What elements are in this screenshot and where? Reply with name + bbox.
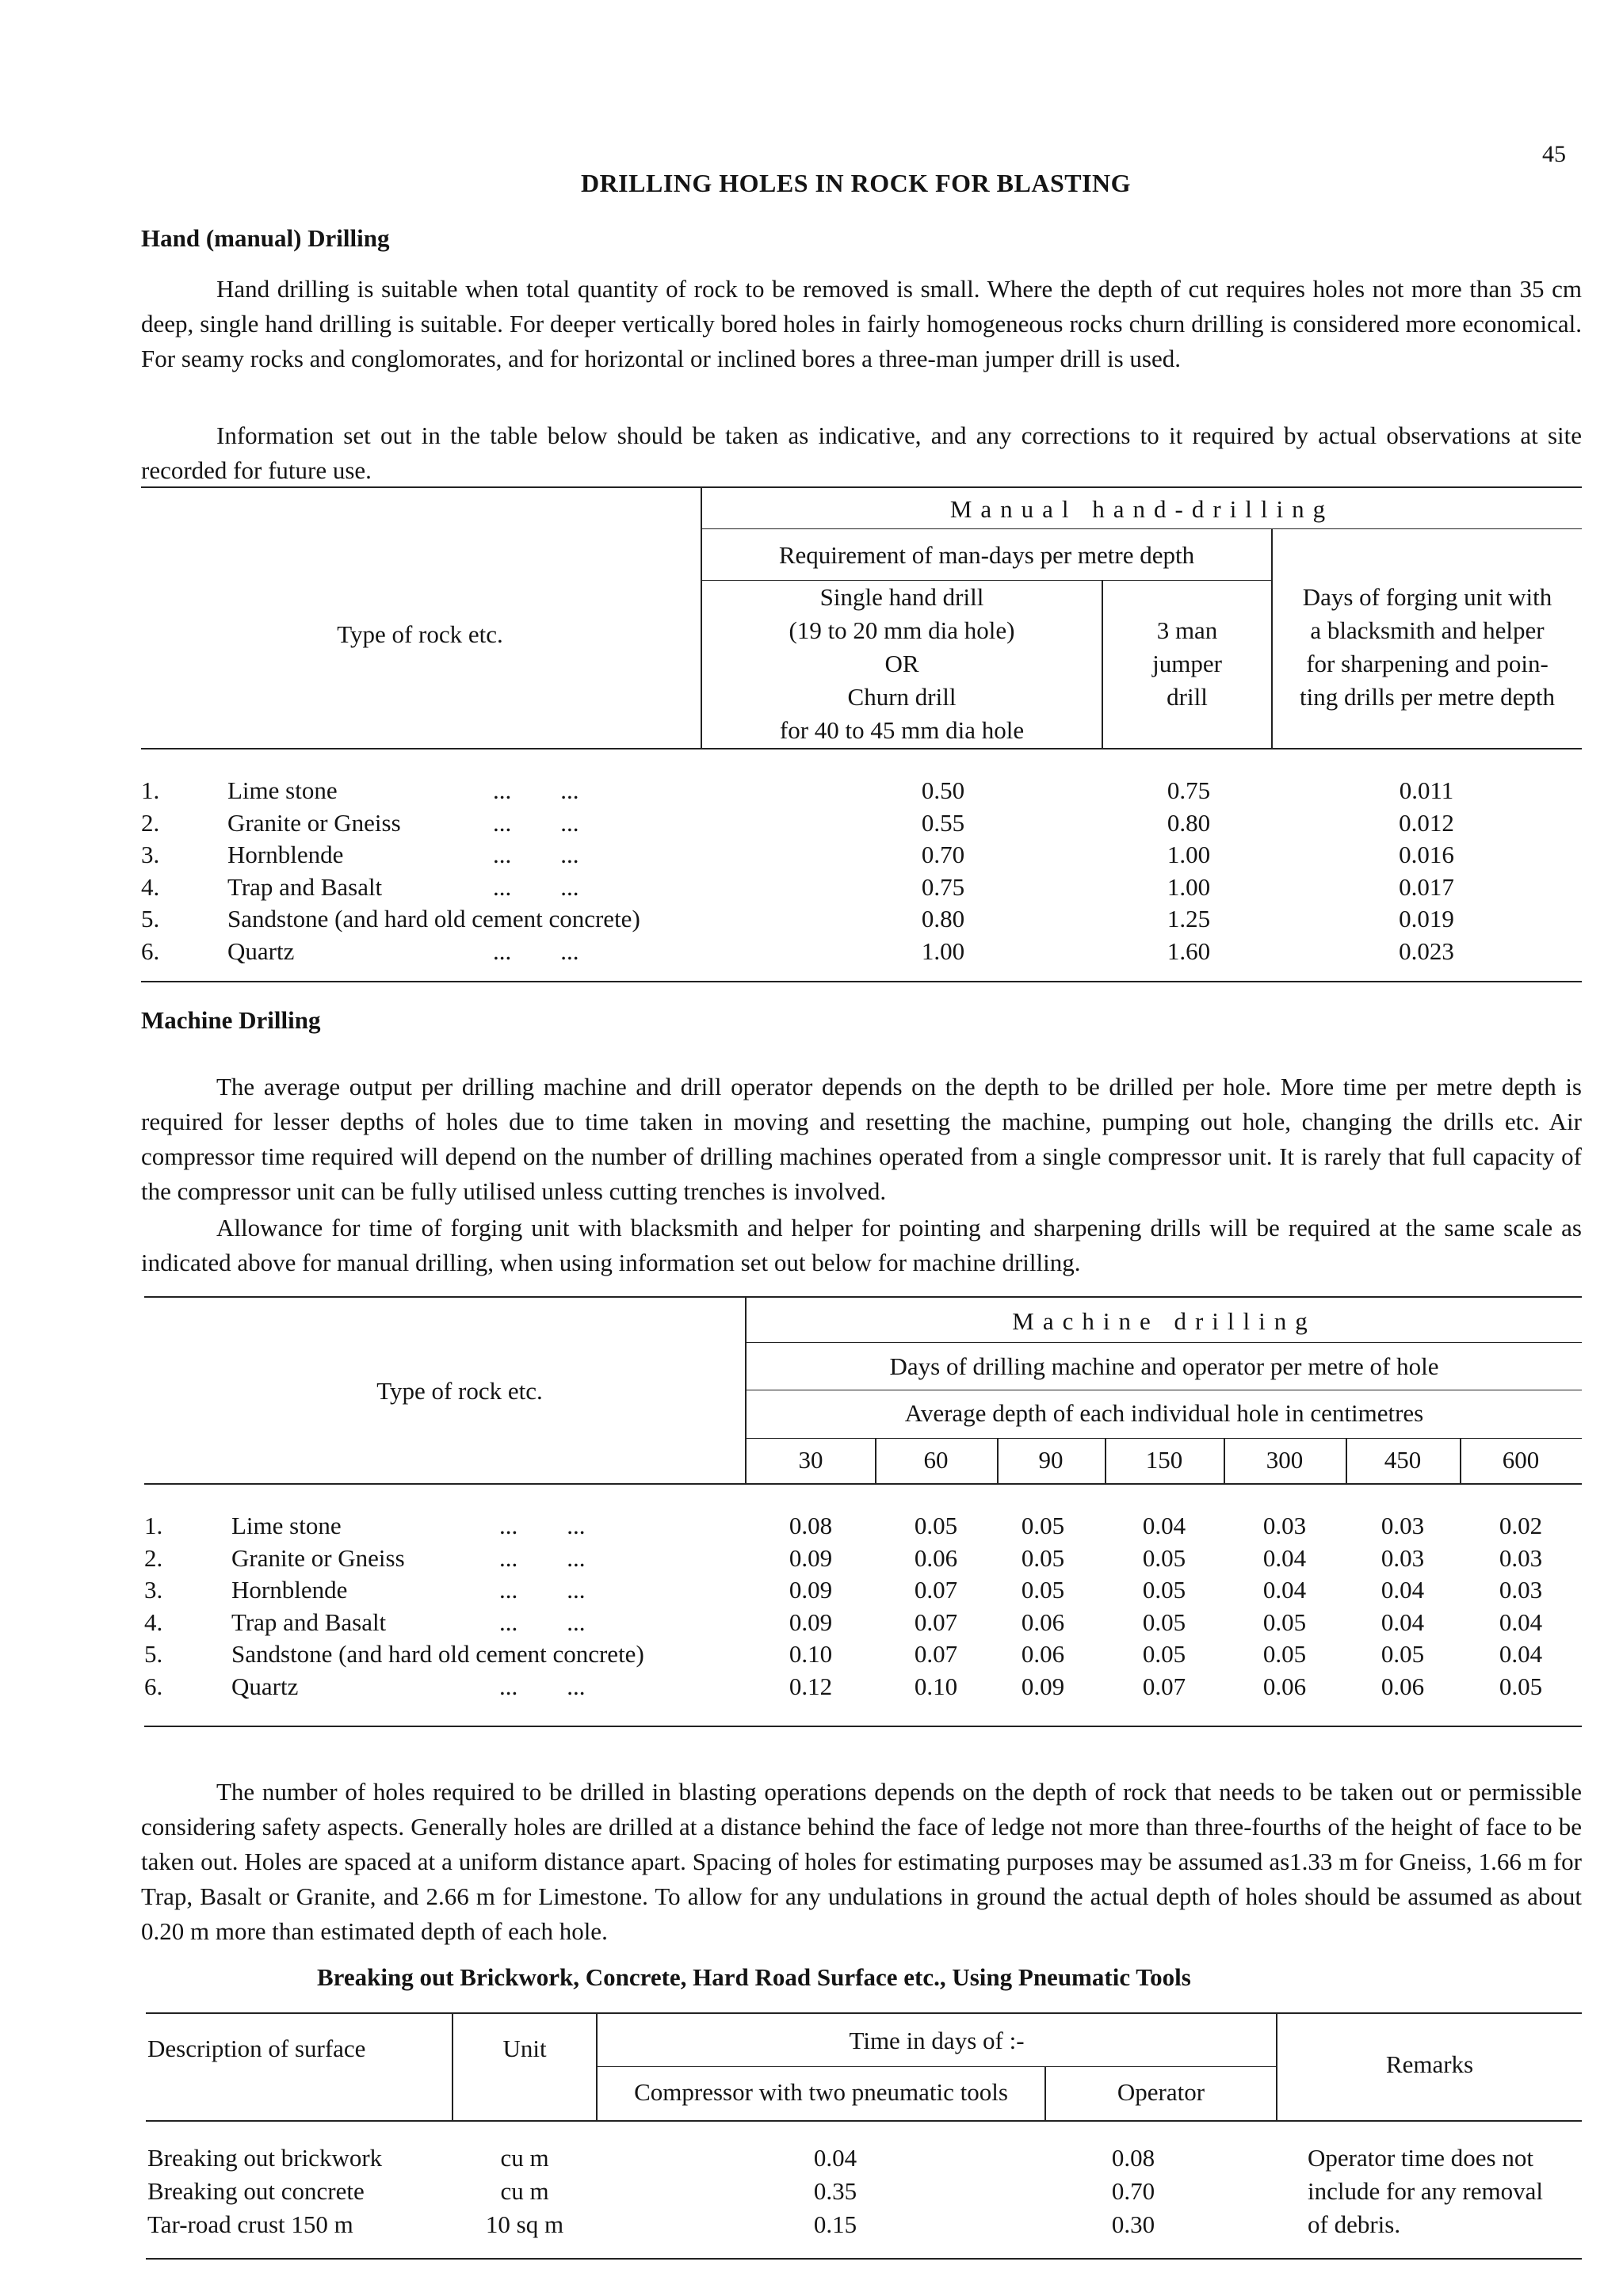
jumper-drill-value: 1.60 bbox=[1167, 936, 1211, 965]
single-hand-drill-value: 0.80 bbox=[921, 905, 965, 933]
depth-value: 0.06 bbox=[914, 1543, 958, 1572]
rock-type-header: Type of rock etc. bbox=[337, 620, 503, 648]
surface-description: Tar-road crust 150 m bbox=[147, 2210, 353, 2238]
table-rule bbox=[875, 1438, 876, 1483]
table-rule bbox=[146, 2258, 1582, 2260]
depth-value: 0.05 bbox=[1499, 1672, 1543, 1700]
leader-dots: ... ... bbox=[493, 841, 579, 868]
depth-value: 0.04 bbox=[1262, 1576, 1307, 1604]
depth-value: 0.04 bbox=[1499, 1640, 1543, 1668]
depth-column-header: 450 bbox=[1384, 1446, 1422, 1474]
table-row bbox=[0, 2142, 1623, 2174]
description-header: Description of surface bbox=[147, 2035, 366, 2062]
forging-unit-value: 0.016 bbox=[1399, 841, 1454, 868]
table-row bbox=[0, 1671, 1623, 1703]
table-rule bbox=[997, 1438, 999, 1483]
table-rule bbox=[1224, 1438, 1225, 1483]
single-hand-drill-value: 0.75 bbox=[921, 872, 965, 901]
hand-drilling-heading: Hand (manual) Drilling bbox=[141, 224, 390, 252]
depth-value: 0.03 bbox=[1499, 1576, 1543, 1604]
rock-type: Lime stone bbox=[231, 1512, 342, 1539]
depth-value: 0.05 bbox=[1142, 1543, 1186, 1572]
leader-dots: ... ... bbox=[499, 1672, 586, 1700]
depth-value: 0.10 bbox=[789, 1640, 833, 1668]
page-title: DRILLING HOLES IN ROCK FOR BLASTING bbox=[580, 169, 1132, 197]
depth-value: 0.08 bbox=[789, 1512, 833, 1539]
forging-unit-value: 0.011 bbox=[1399, 776, 1454, 804]
single-hand-drill-header: Single hand drill (19 to 20 mm dia hole) OR Churn drill for 40 to 45 mm dia hole bbox=[779, 583, 1025, 744]
table-row bbox=[0, 936, 1623, 967]
operator-value: 0.08 bbox=[1111, 2144, 1155, 2172]
rock-type: Hornblende bbox=[231, 1576, 348, 1604]
depth-column-header: 60 bbox=[923, 1446, 949, 1474]
forging-unit-value: 0.012 bbox=[1399, 808, 1454, 837]
single-hand-drill-value: 0.70 bbox=[921, 841, 965, 868]
remarks-text: of debris. bbox=[1308, 2210, 1401, 2238]
depth-value: 0.04 bbox=[1499, 1608, 1543, 1636]
operator-value: 0.30 bbox=[1111, 2210, 1155, 2238]
unit-value: cu m bbox=[500, 2144, 549, 2172]
table-rule bbox=[144, 1483, 1582, 1485]
row-number: 1. bbox=[141, 776, 160, 804]
row-number: 6. bbox=[141, 936, 160, 965]
unit-value: cu m bbox=[500, 2177, 549, 2205]
depth-value: 0.05 bbox=[1142, 1640, 1186, 1668]
compressor-value: 0.35 bbox=[813, 2177, 857, 2205]
leader-dots: ... ... bbox=[499, 1576, 586, 1604]
table-rule bbox=[146, 2120, 1582, 2122]
depth-value: 0.05 bbox=[1021, 1576, 1065, 1604]
rock-type: Quartz bbox=[227, 936, 295, 965]
row-number: 2. bbox=[141, 808, 160, 837]
depth-value: 0.05 bbox=[1142, 1608, 1186, 1636]
depth-value: 0.09 bbox=[789, 1608, 833, 1636]
table-rule bbox=[1460, 1438, 1461, 1483]
leader-dots: ... ... bbox=[493, 808, 579, 837]
rock-type: Lime stone bbox=[227, 776, 338, 804]
single-hand-drill-value: 0.50 bbox=[921, 776, 965, 804]
leader-dots: ... ... bbox=[493, 936, 579, 965]
machine-drilling-heading: Machine Drilling bbox=[141, 1006, 321, 1034]
table-row bbox=[0, 839, 1623, 871]
row-number: 6. bbox=[144, 1672, 163, 1700]
unit-value: 10 sq m bbox=[485, 2210, 564, 2238]
remarks-header: Remarks bbox=[1385, 2050, 1474, 2078]
depth-value: 0.04 bbox=[1381, 1608, 1425, 1636]
table-rule bbox=[144, 1296, 1582, 1298]
table-rule bbox=[596, 2066, 1276, 2067]
rock-type: Hornblende bbox=[227, 841, 344, 868]
table-row bbox=[0, 903, 1623, 935]
manual-drilling-group-header: Manual hand-drilling bbox=[949, 495, 1335, 523]
depth-value: 0.07 bbox=[914, 1640, 958, 1668]
depth-value: 0.06 bbox=[1262, 1672, 1307, 1700]
page-number: 45 bbox=[1542, 141, 1566, 167]
compressor-value: 0.15 bbox=[813, 2210, 857, 2238]
depth-value: 0.05 bbox=[1021, 1543, 1065, 1572]
table-rule bbox=[141, 486, 1582, 488]
table-row bbox=[0, 2176, 1623, 2207]
depth-value: 0.10 bbox=[914, 1672, 958, 1700]
depth-column-header: 300 bbox=[1266, 1446, 1304, 1474]
jumper-drill-header: 3 man jumper drill bbox=[1152, 616, 1222, 711]
table-row bbox=[0, 807, 1623, 839]
table-row bbox=[0, 1607, 1623, 1638]
depth-value: 0.05 bbox=[1262, 1608, 1307, 1636]
table-row bbox=[0, 1510, 1623, 1542]
depth-value: 0.04 bbox=[1262, 1543, 1307, 1572]
depth-value: 0.03 bbox=[1381, 1512, 1425, 1539]
compressor-value: 0.04 bbox=[813, 2144, 857, 2172]
table-row bbox=[0, 1543, 1623, 1574]
depth-value: 0.12 bbox=[789, 1672, 833, 1700]
jumper-drill-value: 0.75 bbox=[1167, 776, 1211, 804]
holes-spacing-paragraph: The number of holes required to be drilled in blasting operations depends on the depth of rock that needs to be taken out or permissible considering safety aspects. Generally holes are drilled at a distance behind the face of ledge not more than three-fourths of the height of face to be taken out. Holes are spaced at a uniform distance apart. Spacing of holes for estimating purposes may be assumed as1.33 m for Gneiss, 1.66 m for Trap, Basalt or Granite, and 2.66 m for Limestone. To allow for any undulations in ground the actual depth of holes should be assumed as about 0.20 m more than estimated depth of each hole. bbox=[141, 1778, 1582, 1945]
single-hand-drill-value: 1.00 bbox=[921, 936, 965, 965]
depth-column-header: 150 bbox=[1145, 1446, 1183, 1474]
surface-description: Breaking out concrete bbox=[147, 2177, 365, 2205]
man-days-subheader: Requirement of man-days per metre depth bbox=[778, 541, 1195, 569]
jumper-drill-value: 1.25 bbox=[1167, 905, 1211, 933]
forging-unit-value: 0.019 bbox=[1399, 905, 1454, 933]
forging-unit-header: Days of forging unit with a blacksmith and helper for sharpening and poin- ting drills per metre depth bbox=[1300, 583, 1555, 711]
depth-column-header: 90 bbox=[1038, 1446, 1064, 1474]
table-rule bbox=[452, 2012, 453, 2120]
depth-value: 0.06 bbox=[1021, 1640, 1065, 1668]
depth-value: 0.04 bbox=[1142, 1512, 1186, 1539]
table-rule bbox=[745, 1342, 1582, 1343]
machine-drilling-paragraph-1: The average output per drilling machine and drill operator depends on the depth to be drilled per hole. More time per metre depth is required for lesser depths of holes due to time taken in moving and resetting the machine, pumping out hole, changing the drills etc. Air compressor time required will depend on the number of drilling machines operated from a single compressor unit. It is rarely that full capacity of the compressor unit can be fully utilised unless cutting trenches is involved. bbox=[141, 1073, 1582, 1205]
hand-drilling-paragraph-1: Hand drilling is suitable when total quantity of rock to be removed is small. Where the depth of cut requires holes not more than 35 cm deep, single hand drilling is suitable. For deeper vertically bored holes in fairly homogeneous rocks churn drilling is considered more economical. For seamy rocks and conglomorates, and for horizontal or inclined bores a three-man jumper drill is used. bbox=[141, 275, 1582, 372]
table-row bbox=[0, 1638, 1623, 1670]
rock-type: Trap and Basalt bbox=[231, 1608, 387, 1636]
leader-dots: ... ... bbox=[499, 1608, 586, 1636]
depth-value: 0.05 bbox=[1021, 1512, 1065, 1539]
depth-value: 0.05 bbox=[1381, 1640, 1425, 1668]
machine-drilling-group-header: Machine drilling bbox=[1012, 1307, 1316, 1335]
operator-value: 0.70 bbox=[1111, 2177, 1155, 2205]
rock-type: Quartz bbox=[231, 1672, 299, 1700]
depth-value: 0.09 bbox=[1021, 1672, 1065, 1700]
table-rule bbox=[141, 748, 1582, 749]
table-rule bbox=[141, 981, 1582, 982]
depth-column-header: 600 bbox=[1502, 1446, 1540, 1474]
depth-value: 0.07 bbox=[914, 1576, 958, 1604]
row-number: 5. bbox=[144, 1640, 163, 1668]
table-row bbox=[0, 1574, 1623, 1606]
machine-drilling-paragraph-2: Allowance for time of forging unit with blacksmith and helper for pointing and sharpening drills will be required at the same scale as indicated above for manual drilling, when using information set out below for machine drilling. bbox=[141, 1214, 1582, 1276]
table-rule bbox=[745, 1438, 1582, 1439]
depth-value: 0.05 bbox=[1262, 1640, 1307, 1668]
depth-value: 0.03 bbox=[1262, 1512, 1307, 1539]
leader-dots: ... ... bbox=[493, 776, 579, 804]
depth-value: 0.03 bbox=[1381, 1543, 1425, 1572]
row-number: 1. bbox=[144, 1512, 163, 1539]
depth-value: 0.06 bbox=[1021, 1608, 1065, 1636]
row-number: 5. bbox=[141, 905, 160, 933]
rock-type: Granite or Gneiss bbox=[227, 808, 401, 837]
row-number: 4. bbox=[141, 872, 160, 901]
depth-value: 0.04 bbox=[1381, 1576, 1425, 1604]
depth-value: 0.07 bbox=[914, 1608, 958, 1636]
forging-unit-value: 0.023 bbox=[1399, 936, 1454, 965]
depth-value: 0.05 bbox=[914, 1512, 958, 1539]
table-rule bbox=[144, 1726, 1582, 1727]
row-number: 4. bbox=[144, 1608, 163, 1636]
rock-type: Sandstone (and hard old cement concrete) bbox=[231, 1640, 644, 1668]
table-rule bbox=[701, 528, 1582, 529]
days-per-metre-subheader: Days of drilling machine and operator per metre of hole bbox=[889, 1352, 1439, 1380]
unit-header: Unit bbox=[502, 2035, 547, 2062]
depth-value: 0.06 bbox=[1381, 1672, 1425, 1700]
rock-type: Trap and Basalt bbox=[227, 872, 383, 901]
operator-header: Operator bbox=[1117, 2078, 1205, 2106]
depth-value: 0.03 bbox=[1499, 1543, 1543, 1572]
row-number: 2. bbox=[144, 1543, 163, 1572]
depth-value: 0.09 bbox=[789, 1576, 833, 1604]
rock-type-header: Type of rock etc. bbox=[376, 1377, 543, 1405]
table-row bbox=[0, 775, 1623, 807]
table-rule bbox=[1105, 1438, 1106, 1483]
rock-type: Sandstone (and hard old cement concrete) bbox=[227, 905, 640, 933]
remarks-text: include for any removal bbox=[1308, 2177, 1543, 2205]
depth-value: 0.07 bbox=[1142, 1672, 1186, 1700]
surface-description: Breaking out brickwork bbox=[147, 2144, 383, 2172]
average-depth-subheader: Average depth of each individual hole in centimetres bbox=[904, 1399, 1424, 1427]
depth-value: 0.05 bbox=[1142, 1576, 1186, 1604]
depth-column-header: 30 bbox=[798, 1446, 823, 1474]
remarks-text: Operator time does not bbox=[1308, 2144, 1533, 2172]
time-header: Time in days of :- bbox=[849, 2027, 1025, 2054]
single-hand-drill-value: 0.55 bbox=[921, 808, 965, 837]
depth-value: 0.09 bbox=[789, 1543, 833, 1572]
leader-dots: ... ... bbox=[493, 872, 579, 901]
row-number: 3. bbox=[141, 841, 160, 868]
forging-unit-value: 0.017 bbox=[1399, 872, 1454, 901]
leader-dots: ... ... bbox=[499, 1512, 586, 1539]
hand-drilling-paragraph-2: Information set out in the table below should be taken as indicative, and any corrections to it required by actual observations at site recorded for future use. bbox=[141, 421, 1582, 484]
leader-dots: ... ... bbox=[499, 1543, 586, 1572]
jumper-drill-value: 1.00 bbox=[1167, 841, 1211, 868]
table-rule bbox=[1346, 1438, 1347, 1483]
row-number: 3. bbox=[144, 1576, 163, 1604]
rock-type: Granite or Gneiss bbox=[231, 1543, 405, 1572]
table-row bbox=[0, 2209, 1623, 2241]
compressor-header: Compressor with two pneumatic tools bbox=[634, 2078, 1008, 2106]
table-row bbox=[0, 871, 1623, 903]
breaking-out-heading: Breaking out Brickwork, Concrete, Hard Road Surface etc., Using Pneumatic Tools bbox=[317, 1963, 1191, 1991]
jumper-drill-value: 0.80 bbox=[1167, 808, 1211, 837]
table-rule bbox=[146, 2012, 1582, 2014]
jumper-drill-value: 1.00 bbox=[1167, 872, 1211, 901]
depth-value: 0.02 bbox=[1499, 1512, 1543, 1539]
